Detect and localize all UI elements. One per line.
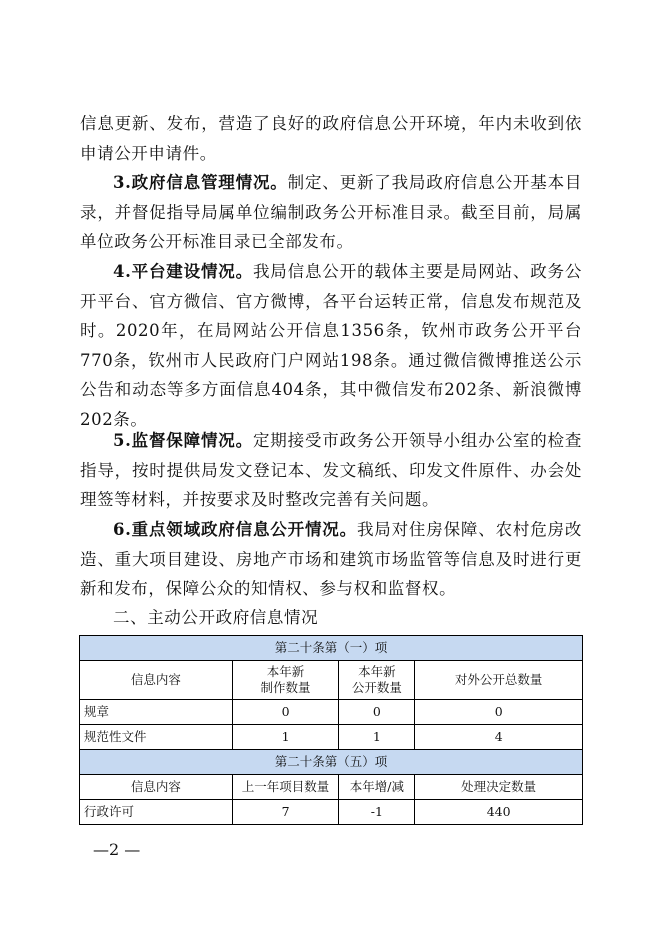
paragraph-text: 我局信息公开的载体主要是局网站、政务公开平台、官方微信、官方微博，各平台运转正常，信息发布规范及时。2020年，在局网站公开信息1356条，钦州市政务公开平台770条，钦州市人民政府门户网站198条。通过微信微博推送公示公告和动态等多方面信息404条，其中微信发布202条、新浪微博202条。 bbox=[80, 262, 582, 429]
paragraph-text: 定期接受市政务公开领导小组办公室的检查指导，按时提供局发文登记本、发文稿纸、印发文件原件、办会处理签等材料，并按要求及时整改完善有关问题。 bbox=[80, 431, 582, 510]
paragraph-platform-construction bbox=[80, 257, 582, 435]
column-header: 本年新 公开数量 bbox=[339, 661, 415, 700]
column-header: 对外公开总数量 bbox=[415, 661, 583, 700]
table-section-header bbox=[80, 636, 583, 661]
table-cell: 0 bbox=[232, 700, 339, 725]
section-title-text: 二、主动公开政府信息情况 bbox=[113, 608, 319, 627]
table-cell: 1 bbox=[232, 725, 339, 750]
paragraph-heading: 3.政府信息管理情况。 bbox=[113, 173, 288, 192]
column-header: 信息内容 bbox=[80, 775, 233, 800]
info-disclosure-table bbox=[79, 635, 583, 825]
table-row bbox=[80, 800, 583, 825]
column-header: 信息内容 bbox=[80, 661, 233, 700]
paragraph-info-management bbox=[80, 168, 582, 257]
paragraph-heading: 4.平台建设情况。 bbox=[113, 262, 253, 281]
table-cell: 行政许可 bbox=[80, 800, 233, 825]
paragraph-supervision bbox=[80, 426, 582, 515]
table-cell: 0 bbox=[339, 700, 415, 725]
paragraph-text: 我局对住房保障、农村危房改造、重大项目建设、房地产市场和建筑市场监管等信息及时进行更新和发布，保障公众的知情权、参与权和监督权。 bbox=[80, 520, 582, 599]
table-cell: 规范性文件 bbox=[80, 725, 233, 750]
paragraph-continuation bbox=[80, 109, 582, 168]
paragraph-text: 信息更新、发布，营造了良好的政府信息公开环境，年内未收到依申请公开申请件。 bbox=[80, 114, 582, 163]
table-header-row bbox=[80, 661, 583, 700]
table-header-row bbox=[80, 775, 583, 800]
column-header: 本年增/减 bbox=[339, 775, 415, 800]
paragraph-heading: 6.重点领域政府信息公开情况。 bbox=[113, 520, 357, 539]
table-cell: 规章 bbox=[80, 700, 233, 725]
table-cell: 4 bbox=[415, 725, 583, 750]
section1-title: 第二十条第（一）项 bbox=[80, 636, 583, 661]
table-section-header bbox=[80, 750, 583, 775]
column-header: 上一年项目数量 bbox=[232, 775, 339, 800]
section2-title: 第二十条第（五）项 bbox=[80, 750, 583, 775]
paragraph-key-areas bbox=[80, 515, 582, 604]
column-header: 本年新 制作数量 bbox=[232, 661, 339, 700]
table-cell: -1 bbox=[339, 800, 415, 825]
paragraph-text: 制定、更新了我局政府信息公开基本目录，并督促指导局属单位编制政务公开标准目录。截至目前，局属单位政务公开标准目录已全部发布。 bbox=[80, 173, 582, 252]
table-cell: 7 bbox=[232, 800, 339, 825]
table-cell: 0 bbox=[415, 700, 583, 725]
paragraph-heading: 5.监督保障情况。 bbox=[113, 431, 253, 450]
table-cell: 1 bbox=[339, 725, 415, 750]
section-title bbox=[80, 603, 318, 632]
table-cell: 440 bbox=[415, 800, 583, 825]
page-number: —2 — bbox=[93, 840, 141, 859]
column-header: 处理决定数量 bbox=[415, 775, 583, 800]
table-row bbox=[80, 700, 583, 725]
table-row bbox=[80, 725, 583, 750]
